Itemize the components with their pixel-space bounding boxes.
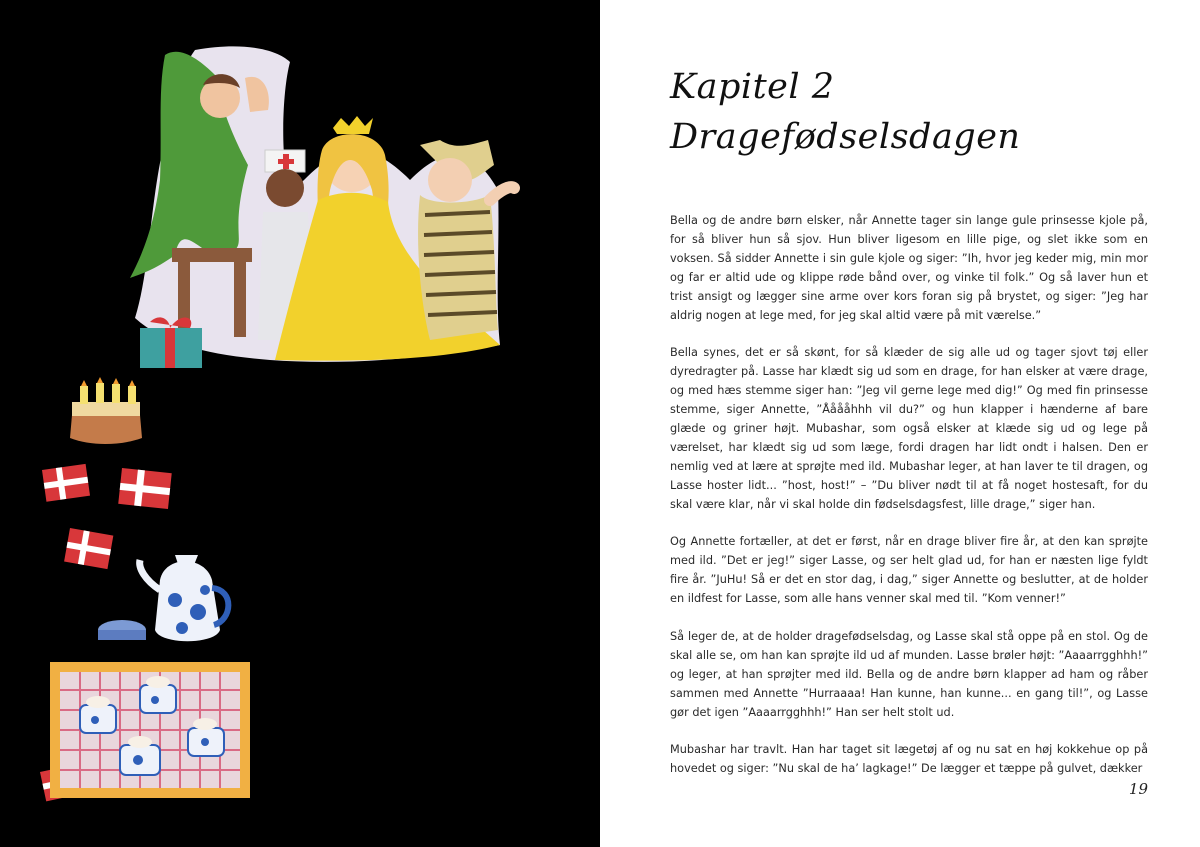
birthday-cake bbox=[70, 377, 142, 444]
chapter-name: Dragefødselsdagen bbox=[670, 117, 1021, 157]
text-page bbox=[600, 0, 1200, 847]
doctor-child-face bbox=[266, 169, 304, 207]
tiger-child-face bbox=[428, 158, 472, 202]
chapter-number: Kapitel 2 bbox=[670, 67, 835, 107]
page-number: 19 bbox=[1128, 780, 1148, 798]
chapter-body bbox=[670, 212, 1148, 798]
paragraph-4: Så leger de, at de holder dragefødselsdag, og Lasse skal stå oppe på en stol. Og de skal alle se, om han kan sprøjte ild ud af munden. Lasse brøler højt: ”Aaaarrgghhh!” og leger, at han sprøjter med ild. Bella og de andre børn klapper ad ham og råber sammen med Annette ”Hurraaaa! Han kunne, han kunne... en gang til!”, og Lasse gør det igen ”Aaaarrgghhh!” Han ser helt stolt ud. bbox=[670, 629, 1148, 719]
paragraph-1: Bella og de andre børn elsker, når Annette tager sin lange gule prinsesse kjole på, for så bliver hun så sjov. Hun bliver ligesom en lille pige, og slet ikke som en voksen. Så sidder Annette i sin gule kjole og siger: ”Ih, hvor jeg keder mig, min mor og far er altid ude og klippe røde bånd over, og vinke til folk.” Og så laver hun et trist ansigt og lægger sine arme over kors foran sig på brystet, og siger: ”Jeg har aldrig nogen at lege med, for jeg skal altid være på mit værelse.” bbox=[670, 214, 1148, 322]
chapter-title bbox=[670, 62, 1170, 162]
blue-teapot bbox=[98, 555, 228, 641]
paragraph-5: Mubashar har travlt. Han har taget sit lægetøj af og nu sat en høj kokkehue op på hovedet og siger: ”Nu skal de ha’ lagkage!” De lægger et tæppe på gulvet, dækker bbox=[670, 743, 1148, 776]
children-costume-drawing bbox=[130, 46, 514, 368]
paragraph-2: Bella synes, det er så skønt, for så klæder de sig alle ud og tager sjovt tøj eller dyredragter på. Lasse har klædt sig ud som en drage, for han elsker at være drage, og med hæs stemme siger han: ”Jeg vil gerne lege med dig!” Og med fin prinsesse stemme, siger Annette, ”Ååååhhh vil du?” og hun klapper i hænderne af bare glæde og griner højt. Mubashar, som også elsker at klæde sig ud og lege på værelset, har klædt sig ud som læge, fordi dragen har lidt ondt i halsen. Den er nemlig ved at lære at sprøjte med ild. Mubashar leger, at han laver te til dragen, og Lasse hoster lidt... ”host, host!” – ”Du bliver nødt til at få noget hostesaft, for du skal være klar, når vi skal holde din fødselsdagsfest, lille drage,” siger han. bbox=[670, 346, 1148, 511]
paragraph-3: Og Annette fortæller, at det er først, når en drage bliver fire år, at den kan sprøjte med ild. ”Det er jeg!” siger Lasse, og ser helt glad ud, for han er næsten lige fyldt fire år. ”JuHu! Så er det en stor dag, i dag,” siger Annette og beslutter, at de holder en ildfest for Lasse, som alle hans venner skal med til. ”Kom venner!” bbox=[670, 535, 1148, 606]
tea-table bbox=[50, 662, 250, 798]
